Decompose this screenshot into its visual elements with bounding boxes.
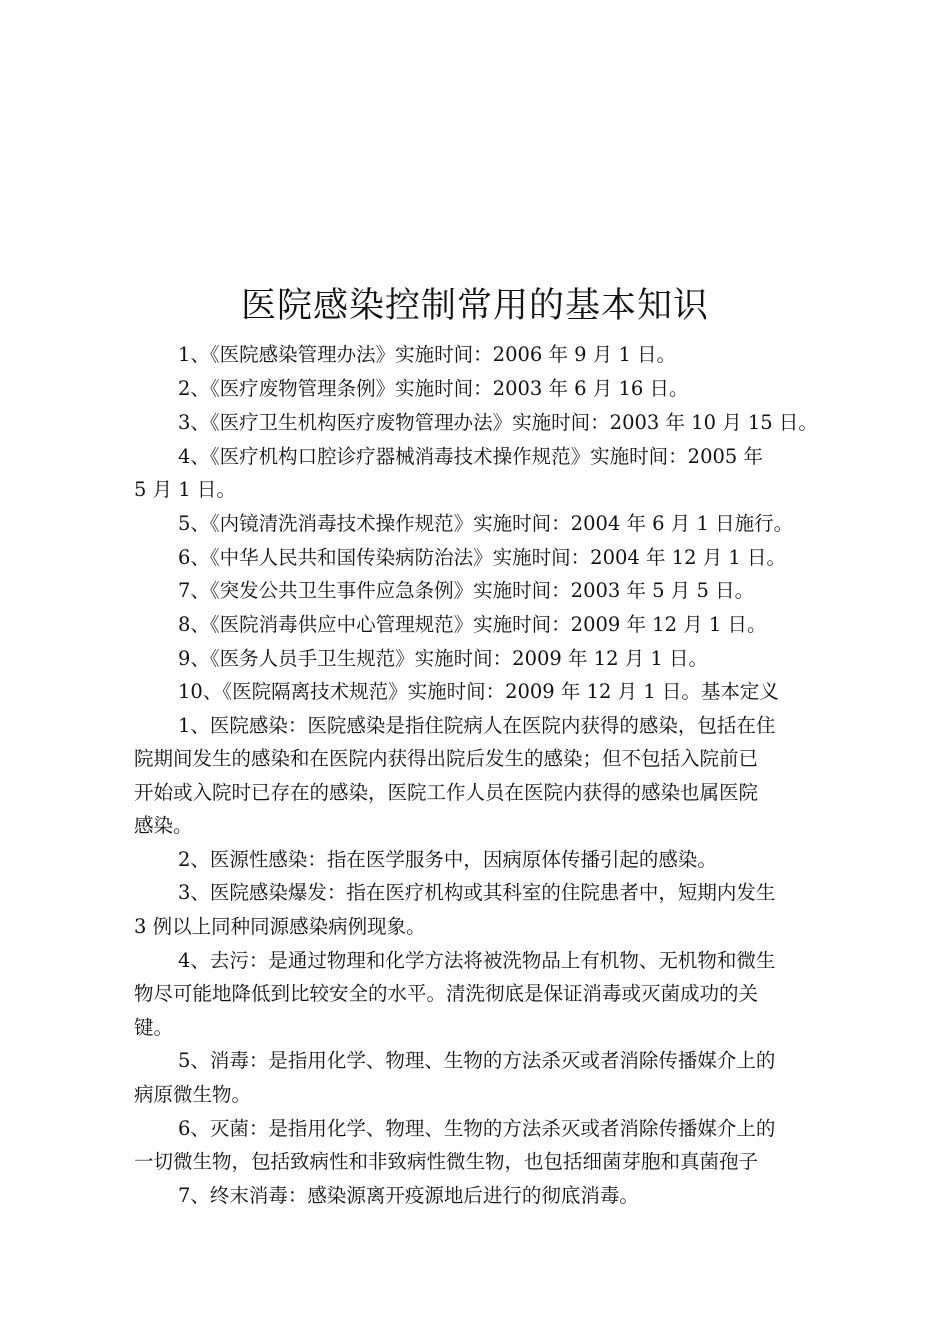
definition-line-4a: 4、去污：是通过物理和化学方法将被洗物品上有机物、无机物和微生 [178,949,776,972]
regulation-line-1: 1、《医院感染管理办法》实施时间：2006 年 9 月 1 日。 [178,343,677,366]
definition-line-6b: 一切微生物，包括致病性和非致病性微生物，也包括细菌芽胞和真菌孢子 [134,1150,759,1173]
regulation-line-2: 2、《医疗废物管理条例》实施时间：2003 年 6 月 16 日。 [178,377,689,400]
regulation-line-4-continued: 5 月 1 日。 [134,478,236,501]
definition-line-5a: 5、消毒：是指用化学、物理、生物的方法杀灭或者消除传播媒介上的 [178,1049,776,1072]
definition-line-1a: 1、医院感染：医院感染是指住院病人在医院内获得的感染，包括在住 [178,714,776,737]
definition-line-3b: 3 例以上同种同源感染病例现象。 [134,915,426,938]
definition-line-1b: 院期间发生的感染和在医院内获得出院后发生的感染；但不包括入院前已 [134,747,759,770]
regulation-line-9: 9、《医务人员手卫生规范》实施时间：2009 年 12 月 1 日。 [178,647,708,670]
definition-line-4b: 物尽可能地降低到比较安全的水平。清洗彻底是保证消毒或灭菌成功的关 [134,982,759,1005]
regulation-line-5: 5、《内镜清洗消毒技术操作规范》实施时间：2004 年 6 月 1 日施行。 [178,512,794,535]
regulation-line-4: 4、《医疗机构口腔诊疗器械消毒技术操作规范》实施时间：2005 年 [178,445,763,468]
regulation-line-6: 6、《中华人民共和国传染病防治法》实施时间：2004 年 12 月 1 日。 [178,546,786,569]
definition-line-1c: 开始或入院时已存在的感染，医院工作人员在医院内获得的感染也属医院 [134,781,759,804]
regulation-line-7: 7、《突发公共卫生事件应急条例》实施时间：2003 年 5 月 5 日。 [178,579,755,602]
document-title: 医院感染控制常用的基本知识 [240,286,709,326]
definition-line-3a: 3、医院感染爆发：指在医疗机构或其科室的住院患者中，短期内发生 [178,881,776,904]
definition-line-7: 7、终末消毒：感染源离开疫源地后进行的彻底消毒。 [178,1184,639,1207]
definition-line-6a: 6、灭菌：是指用化学、物理、生物的方法杀灭或者消除传播媒介上的 [178,1117,776,1140]
regulation-line-3: 3、《医疗卫生机构医疗废物管理办法》实施时间：2003 年 10 月 15 日。 [178,411,818,434]
definition-line-5b: 病原微生物。 [134,1083,252,1106]
regulation-line-8: 8、《医院消毒供应中心管理规范》实施时间：2009 年 12 月 1 日。 [178,613,767,636]
regulation-line-10: 10、《医院隔离技术规范》实施时间：2009 年 12 月 1 日。基本定义 [178,680,779,703]
definition-line-2: 2、医源性感染：指在医学服务中，因病原体传播引起的感染。 [178,848,717,871]
definition-line-4c: 键。 [134,1016,174,1039]
definition-line-1d: 感染。 [134,814,193,837]
